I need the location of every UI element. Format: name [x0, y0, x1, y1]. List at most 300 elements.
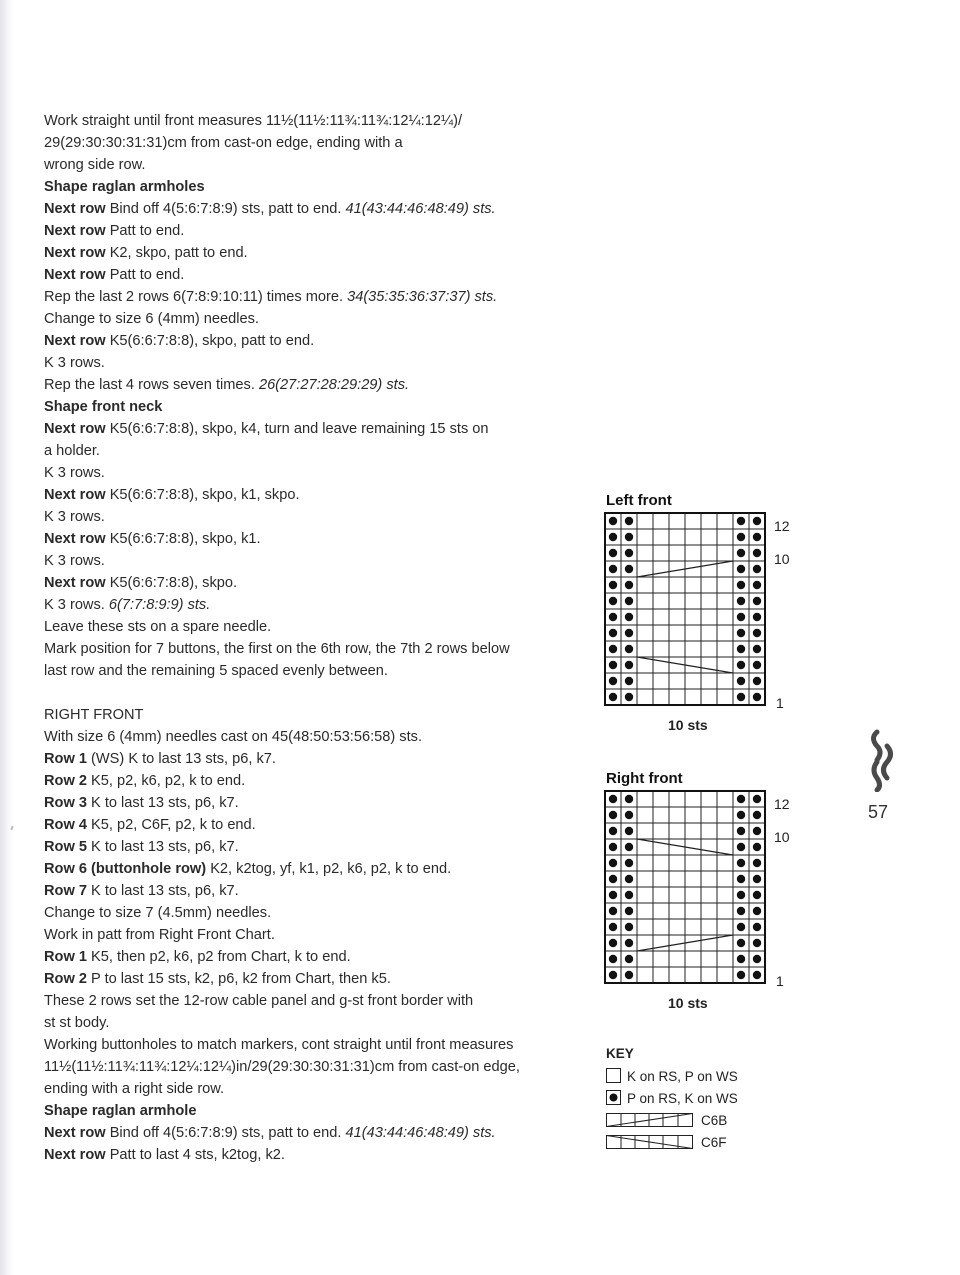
- chart-cell: [701, 887, 717, 903]
- chart-cell: [701, 657, 717, 673]
- chart-cell: [637, 673, 653, 689]
- row-label: Row 4: [44, 817, 87, 833]
- purl-dot: [753, 843, 761, 851]
- row-text: Patt to last 4 sts, k2tog, k2.: [105, 1147, 285, 1163]
- left-front-chart-title: Left front: [606, 492, 672, 509]
- chart-cell: [637, 609, 653, 625]
- row-text: Bind off 4(5:6:7:8:9) sts, patt to end.: [105, 201, 346, 217]
- purl-dot: [737, 811, 745, 819]
- purl-dot: [609, 645, 617, 653]
- purl-dot: [625, 661, 633, 669]
- chart-cell: [653, 807, 669, 823]
- chart-cell: [717, 967, 733, 983]
- chart-cell: [637, 513, 653, 529]
- chart-cell: [669, 609, 685, 625]
- chart-cell: [669, 887, 685, 903]
- chart-cell: [701, 561, 717, 577]
- chart-cell: [653, 625, 669, 641]
- purl-dot: [737, 971, 745, 979]
- text-line: These 2 rows set the 12-row cable panel and g-st front border with: [44, 993, 474, 1009]
- row-text: P to last 15 sts, k2, p6, k2 from Chart, then k5.: [86, 971, 391, 987]
- purl-dot: [625, 629, 633, 637]
- purl-dot: [737, 565, 745, 573]
- purl-dot: [609, 629, 617, 637]
- purl-dot: [609, 907, 617, 915]
- chart-cell: [653, 673, 669, 689]
- chart-cell: [701, 577, 717, 593]
- chart-cell: [653, 871, 669, 887]
- key-c6b-row: [606, 1109, 738, 1131]
- purl-dot: [625, 859, 633, 867]
- purl-dot: [737, 939, 745, 947]
- chart-cell: [669, 951, 685, 967]
- chart-cell: [669, 903, 685, 919]
- key-knit-row: [606, 1065, 738, 1087]
- purl-dot: [737, 891, 745, 899]
- purl-dot: [737, 923, 745, 931]
- row-label: Next row: [44, 1147, 106, 1163]
- purl-dot: [753, 517, 761, 525]
- chart-cell: [685, 673, 701, 689]
- chart-cell: [701, 689, 717, 705]
- key-title: KEY: [606, 1046, 634, 1061]
- key-purl-row: [606, 1087, 738, 1109]
- instruction-line: [44, 374, 584, 396]
- row-label: Row 2: [44, 971, 87, 987]
- chart-cell: [669, 967, 685, 983]
- purl-dot: [737, 661, 745, 669]
- instruction-line: [44, 1122, 584, 1144]
- row-text: K2, k2tog, yf, k1, p2, k6, p2, k to end.: [206, 861, 452, 877]
- row-label: Next row: [44, 487, 106, 503]
- purl-dot: [609, 939, 617, 947]
- row-text: K2, skpo, patt to end.: [105, 245, 248, 261]
- chart-cell: [653, 593, 669, 609]
- purl-dot: [737, 517, 745, 525]
- stitch-count: 34(35:35:36:37:37) sts.: [347, 289, 498, 305]
- chart-cell: [637, 577, 653, 593]
- row-label: Row 3: [44, 795, 87, 811]
- purl-dot: [737, 629, 745, 637]
- row-label: Next row: [44, 421, 106, 437]
- purl-dot: [609, 693, 617, 701]
- row-label-top: 12: [774, 796, 790, 812]
- chart-cell: [685, 871, 701, 887]
- key-c6f-row: [606, 1131, 738, 1153]
- chart-cell: [717, 807, 733, 823]
- chart-cell: [653, 641, 669, 657]
- row-text: (WS) K to last 13 sts, p6, k7.: [86, 751, 276, 767]
- chart-cell: [669, 673, 685, 689]
- text-line: ending with a right side row.: [44, 1081, 225, 1097]
- chart-cell: [669, 855, 685, 871]
- instruction-line: [44, 220, 584, 242]
- row-text: K5(6:6:7:8:8), skpo, k4, turn and leave remaining 15 sts on: [105, 421, 489, 437]
- instruction-line: [44, 330, 584, 352]
- chart-cell: [637, 823, 653, 839]
- stitch-count-label: 10 sts: [668, 995, 708, 1011]
- row-text: Patt to end.: [105, 223, 185, 239]
- chart-cell: [637, 807, 653, 823]
- chart-cell: [701, 935, 717, 951]
- chart-cell: [717, 673, 733, 689]
- row-label: Row 2: [44, 773, 87, 789]
- chart-cell: [701, 529, 717, 545]
- chart-cell: [717, 919, 733, 935]
- instruction-line: [44, 814, 584, 836]
- key-knit-label: K on RS, P on WS: [627, 1068, 738, 1084]
- purl-dot: [609, 597, 617, 605]
- empty-square-icon: [606, 1068, 622, 1084]
- purl-dot: [753, 923, 761, 931]
- section-heading: Shape front neck: [44, 399, 163, 415]
- chart-cell: [701, 871, 717, 887]
- purl-dot: [609, 891, 617, 899]
- key-c6b-label: C6B: [701, 1112, 728, 1128]
- row-label-mid: 10: [774, 829, 790, 845]
- chart-cell: [637, 641, 653, 657]
- chart-cell: [701, 609, 717, 625]
- row-label-bottom: 1: [776, 695, 784, 711]
- chart-cell: [653, 839, 669, 855]
- chart-cell: [717, 951, 733, 967]
- purl-dot: [737, 843, 745, 851]
- chart-cell: [637, 791, 653, 807]
- chart-cell: [717, 593, 733, 609]
- instruction-line: [44, 946, 584, 968]
- instruction-line: [44, 418, 584, 440]
- purl-dot: [753, 939, 761, 947]
- row-text: K5(6:6:7:8:8), skpo, k1.: [105, 531, 261, 547]
- purl-dot: [737, 875, 745, 883]
- chart-cell: [685, 903, 701, 919]
- chart-cell: [653, 513, 669, 529]
- purl-dot: [625, 827, 633, 835]
- chart-cell: [653, 545, 669, 561]
- purl-dot: [753, 581, 761, 589]
- purl-dot: [625, 549, 633, 557]
- purl-dot: [753, 859, 761, 867]
- purl-dot: [625, 843, 633, 851]
- left-front-chart: [604, 512, 824, 740]
- text-line: Change to size 6 (4mm) needles.: [44, 311, 259, 327]
- purl-dot: [609, 565, 617, 573]
- c6b-cable-icon: [606, 1112, 696, 1128]
- chart-cell: [701, 951, 717, 967]
- purl-dot: [737, 581, 745, 589]
- purl-dot: [753, 597, 761, 605]
- row-label: Row 6 (buttonhole row): [44, 861, 207, 877]
- purl-dot: [609, 517, 617, 525]
- instruction-line: [44, 968, 584, 990]
- purl-dot: [753, 645, 761, 653]
- purl-dot: [625, 939, 633, 947]
- row-text: K5(6:6:7:8:8), skpo, patt to end.: [105, 333, 315, 349]
- row-label-top: 12: [774, 518, 790, 534]
- row-label: Next row: [44, 333, 106, 349]
- purl-dot: [737, 795, 745, 803]
- chart-cell: [669, 529, 685, 545]
- row-label: Row 5: [44, 839, 87, 855]
- purl-dot: [737, 955, 745, 963]
- chart-cell: [653, 561, 669, 577]
- chart-cell: [685, 545, 701, 561]
- purl-dot: [753, 811, 761, 819]
- purl-dot: [753, 827, 761, 835]
- chart-cell: [685, 529, 701, 545]
- chart-cell: [669, 871, 685, 887]
- purl-dot: [737, 533, 745, 541]
- purl-dot: [753, 533, 761, 541]
- chart-cell: [653, 529, 669, 545]
- row-text: Rep the last 2 rows 6(7:8:9:10:11) times more.: [44, 289, 348, 305]
- stitch-count: 6(7:7:8:9:9) sts.: [108, 597, 211, 613]
- text-line: K 3 rows.: [44, 509, 105, 525]
- chart-cell: [685, 689, 701, 705]
- row-label: Next row: [44, 223, 106, 239]
- text-line: K 3 rows.: [44, 553, 105, 569]
- purl-dot: [625, 971, 633, 979]
- stitch-count: 41(43:44:46:48:49) sts.: [345, 201, 496, 217]
- row-text: K5, then p2, k6, p2 from Chart, k to end.: [86, 949, 351, 965]
- purl-dot: [609, 971, 617, 979]
- row-label-bottom: 1: [776, 973, 784, 989]
- chart-cell: [685, 577, 701, 593]
- instruction-line: [44, 792, 584, 814]
- chart-cell: [637, 545, 653, 561]
- chart-cell: [669, 625, 685, 641]
- row-label: Row 1: [44, 949, 87, 965]
- purl-dot: [609, 533, 617, 541]
- chart-cell: [717, 791, 733, 807]
- chart-cell: [701, 625, 717, 641]
- section-heading: RIGHT FRONT: [44, 707, 144, 723]
- page-edge-shadow: [0, 0, 14, 1275]
- chart-cell: [653, 903, 669, 919]
- purl-dot: [625, 693, 633, 701]
- instruction-line: [44, 286, 584, 308]
- chart-cell: [653, 919, 669, 935]
- chart-cell: [653, 823, 669, 839]
- chart-cell: [653, 657, 669, 673]
- purl-dot: [625, 533, 633, 541]
- purl-dot: [753, 661, 761, 669]
- chart-cell: [717, 887, 733, 903]
- purl-dot: [737, 677, 745, 685]
- chart-cell: [701, 855, 717, 871]
- chart-cell: [637, 887, 653, 903]
- purl-dot: [753, 677, 761, 685]
- right-front-chart: [604, 790, 824, 1018]
- purl-dot: [609, 875, 617, 883]
- chart-cell: [685, 951, 701, 967]
- chart-cell: [717, 823, 733, 839]
- text-line: Mark position for 7 buttons, the first on the 6th row, the 7th 2 rows below: [44, 641, 510, 657]
- purl-dot: [753, 693, 761, 701]
- instruction-line: [44, 528, 584, 550]
- chart-cell: [637, 871, 653, 887]
- stitch-count: 41(43:44:46:48:49) sts.: [345, 1125, 496, 1141]
- chart-cell: [685, 593, 701, 609]
- chart-cell: [637, 855, 653, 871]
- purl-dot: [625, 645, 633, 653]
- purl-dot: [609, 795, 617, 803]
- row-label: Next row: [44, 201, 106, 217]
- purl-dot: [609, 581, 617, 589]
- chart-cell: [653, 689, 669, 705]
- instruction-line: [44, 198, 584, 220]
- chart-cell: [717, 903, 733, 919]
- purl-dot: [753, 891, 761, 899]
- chart-cell: [669, 689, 685, 705]
- text-line: K 3 rows.: [44, 465, 105, 481]
- chart-key: [606, 1046, 738, 1153]
- purl-dot: [753, 907, 761, 915]
- chart-cell: [717, 689, 733, 705]
- purl-dot: [753, 875, 761, 883]
- purl-dot: [753, 971, 761, 979]
- section-heading: Shape raglan armhole: [44, 1103, 197, 1119]
- instructions-column: [44, 110, 584, 1166]
- purl-dot: [625, 955, 633, 963]
- row-text: Patt to end.: [105, 267, 185, 283]
- key-c6f-label: C6F: [701, 1134, 727, 1150]
- instruction-line: [44, 748, 584, 770]
- purl-dot: [609, 859, 617, 867]
- stitch-count: 26(27:27:28:29:29) sts.: [258, 377, 410, 393]
- purl-dot: [609, 549, 617, 557]
- text-line: Change to size 7 (4.5mm) needles.: [44, 905, 272, 921]
- page-number: 57: [868, 802, 889, 822]
- row-text: Rep the last 4 rows seven times.: [44, 377, 259, 393]
- row-text: K to last 13 sts, p6, k7.: [86, 795, 239, 811]
- chart-cell: [701, 545, 717, 561]
- instruction-line: [44, 484, 584, 506]
- chart-cell: [717, 609, 733, 625]
- purl-dot: [625, 613, 633, 621]
- key-purl-label: P on RS, K on WS: [627, 1090, 738, 1106]
- chart-cell: [685, 855, 701, 871]
- chart-cell: [637, 919, 653, 935]
- instruction-line: [44, 858, 584, 880]
- instruction-line: [44, 1144, 584, 1166]
- chart-cell: [653, 855, 669, 871]
- chart-cell: [701, 967, 717, 983]
- dot-square-icon: [606, 1090, 622, 1106]
- chart-cell: [669, 641, 685, 657]
- purl-dot: [737, 907, 745, 915]
- text-line: wrong side row.: [44, 157, 146, 173]
- chart-cell: [669, 593, 685, 609]
- purl-dot: [609, 955, 617, 963]
- row-text: Bind off 4(5:6:7:8:9) sts, patt to end.: [105, 1125, 346, 1141]
- chart-cell: [717, 871, 733, 887]
- purl-dot: [625, 677, 633, 685]
- purl-dot: [625, 875, 633, 883]
- text-line: Leave these sts on a spare needle.: [44, 619, 272, 635]
- chart-cell: [717, 529, 733, 545]
- chain-link-icon: [868, 728, 896, 792]
- chart-cell: [637, 593, 653, 609]
- c6f-cable-icon: [606, 1134, 696, 1150]
- purl-dot: [753, 549, 761, 557]
- chart-cell: [653, 967, 669, 983]
- chart-cell: [717, 577, 733, 593]
- chart-cell: [685, 791, 701, 807]
- chart-cell: [685, 625, 701, 641]
- purl-dot: [625, 565, 633, 573]
- row-text: K5, p2, C6F, p2, k to end.: [86, 817, 256, 833]
- text-line: 29(29:30:30:31:31)cm from cast-on edge, ending with a: [44, 135, 403, 151]
- row-label: Next row: [44, 1125, 106, 1141]
- chart-cell: [669, 545, 685, 561]
- chart-cell: [685, 807, 701, 823]
- chart-cell: [653, 935, 669, 951]
- instruction-line: [44, 572, 584, 594]
- chart-cell: [717, 855, 733, 871]
- text-line: 11½(11½:11¾:11¾:12¼:12¼)in/29(29:30:30:31:31)cm from cast-on edge,: [44, 1059, 520, 1075]
- chart-cell: [653, 791, 669, 807]
- purl-dot: [737, 693, 745, 701]
- text-line: st st body.: [44, 1015, 110, 1031]
- chart-cell: [669, 919, 685, 935]
- text-line: K 3 rows.: [44, 355, 105, 371]
- chart-cell: [701, 791, 717, 807]
- row-label: Next row: [44, 531, 106, 547]
- instruction-line: [44, 264, 584, 286]
- chart-cell: [669, 823, 685, 839]
- chart-cell: [669, 791, 685, 807]
- row-text: K5, p2, k6, p2, k to end.: [86, 773, 246, 789]
- purl-dot: [609, 613, 617, 621]
- chart-cell: [669, 577, 685, 593]
- purl-dot: [737, 645, 745, 653]
- purl-dot: [609, 677, 617, 685]
- chart-cell: [685, 641, 701, 657]
- stitch-count-label: 10 sts: [668, 717, 708, 733]
- purl-dot: [625, 517, 633, 525]
- row-label: Next row: [44, 245, 106, 261]
- text-line: With size 6 (4mm) needles cast on 45(48:50:53:56:58) sts.: [44, 729, 422, 745]
- chart-cell: [653, 951, 669, 967]
- purl-dot: [753, 795, 761, 803]
- instruction-line: [44, 880, 584, 902]
- row-text: K 3 rows.: [44, 597, 109, 613]
- row-label: Next row: [44, 575, 106, 591]
- purl-dot: [625, 811, 633, 819]
- purl-dot: [737, 859, 745, 867]
- purl-dot: [753, 565, 761, 573]
- purl-dot: [625, 597, 633, 605]
- purl-dot: [609, 923, 617, 931]
- instruction-line: [44, 770, 584, 792]
- chart-cell: [701, 919, 717, 935]
- chart-cell: [717, 513, 733, 529]
- row-label: Row 7: [44, 883, 87, 899]
- purl-dot: [737, 549, 745, 557]
- purl-dot: [609, 827, 617, 835]
- purl-dot: [609, 811, 617, 819]
- row-text: K5(6:6:7:8:8), skpo, k1, skpo.: [105, 487, 300, 503]
- chart-cell: [685, 513, 701, 529]
- instruction-line: [44, 242, 584, 264]
- purl-dot: [625, 923, 633, 931]
- chart-cell: [717, 641, 733, 657]
- chart-cell: [653, 577, 669, 593]
- text-line: last row and the remaining 5 spaced evenly between.: [44, 663, 388, 679]
- purl-dot: [753, 629, 761, 637]
- chart-cell: [637, 529, 653, 545]
